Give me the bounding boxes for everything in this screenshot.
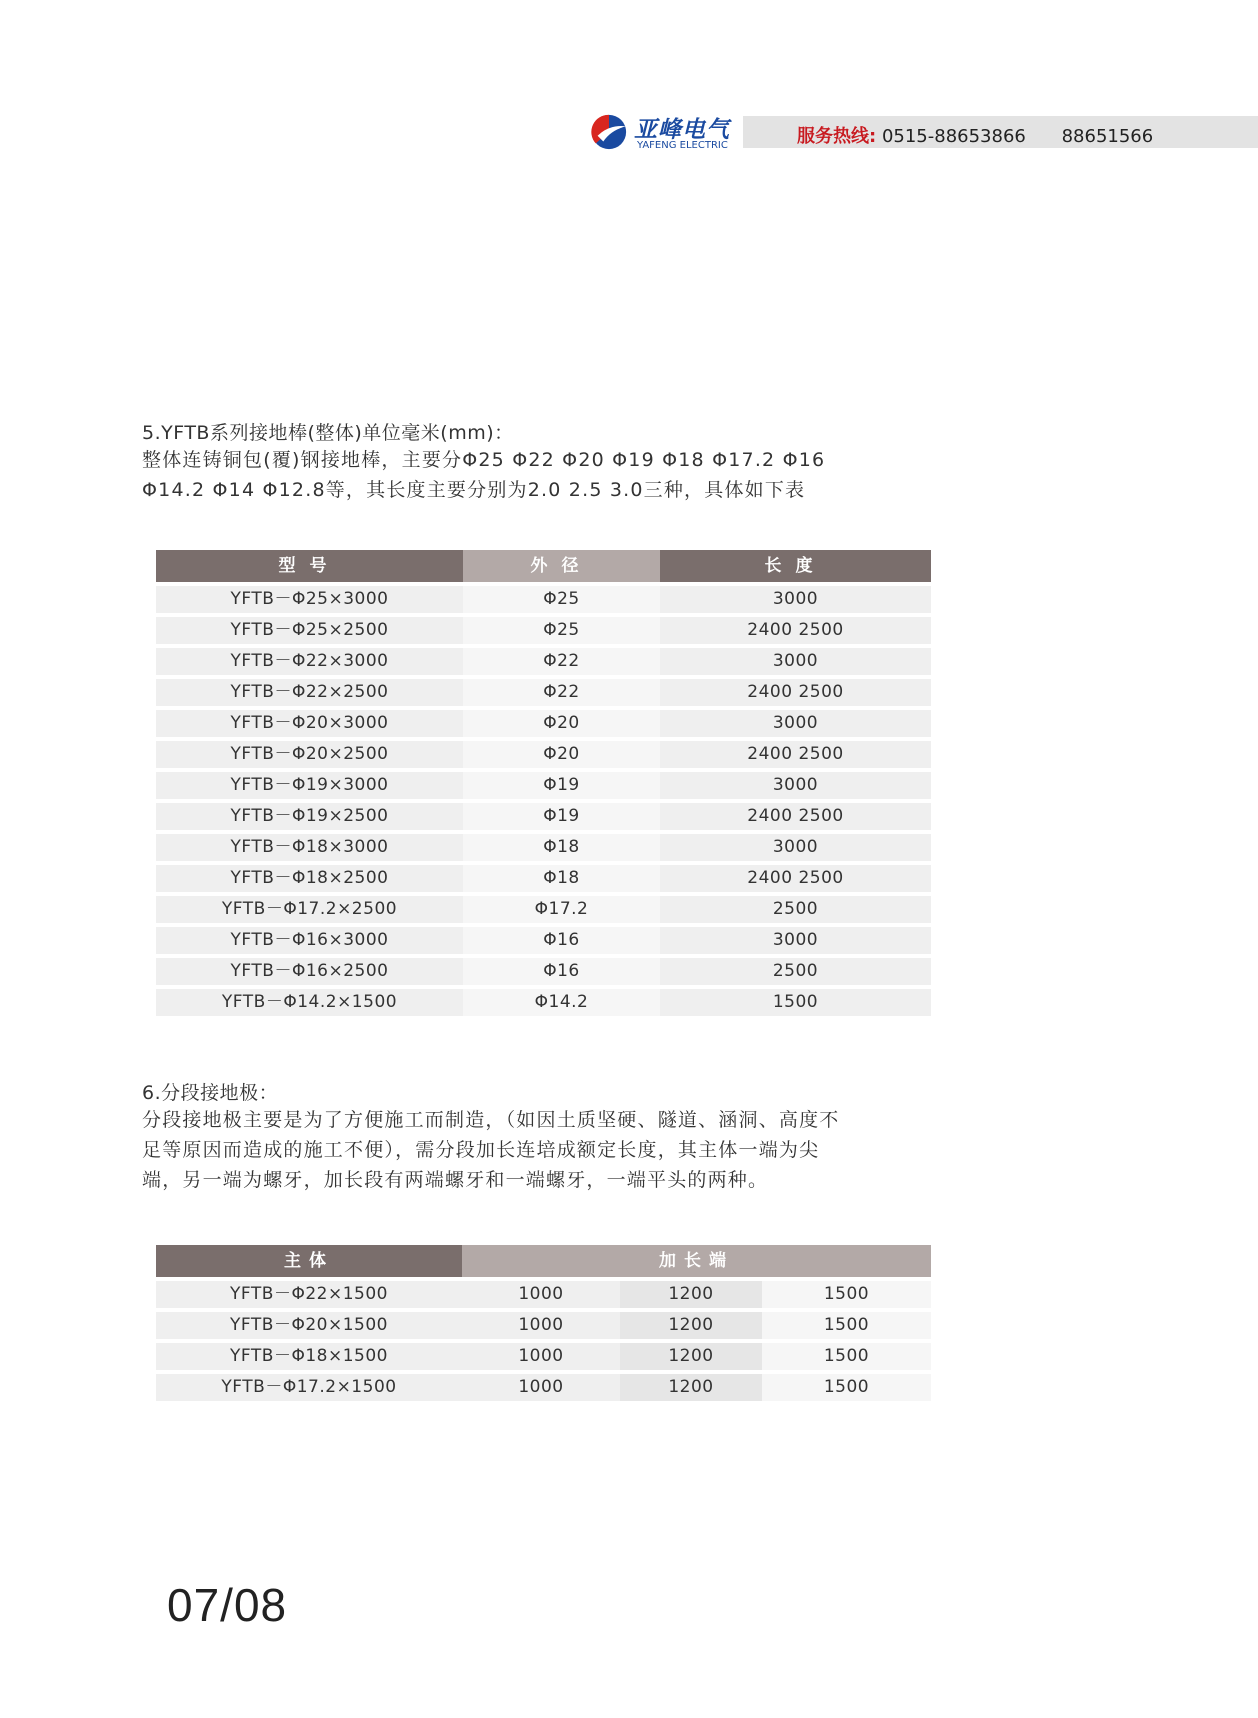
cell-model: YFTB－Φ25×3000 bbox=[156, 586, 463, 613]
cell-length: 2500 bbox=[660, 958, 931, 985]
cell-model: YFTB－Φ16×2500 bbox=[156, 958, 463, 985]
cell-extension-3: 1500 bbox=[762, 1281, 931, 1308]
cell-diameter: Φ25 bbox=[463, 617, 660, 644]
table-row bbox=[156, 710, 931, 737]
header-length: 长度 bbox=[660, 550, 931, 582]
hotline-label: 服务热线: bbox=[797, 126, 877, 147]
table-row bbox=[156, 586, 931, 613]
cell-extension-3: 1500 bbox=[762, 1312, 931, 1339]
section-6-line-2: 足等原因而造成的施工不便），需分段加长连培成额定长度，其主体一端为尖 bbox=[142, 1139, 820, 1161]
cell-length: 3000 bbox=[660, 772, 931, 799]
cell-length: 2400 2500 bbox=[660, 741, 931, 768]
section-6-line-3: 端，另一端为螺牙，加长段有两端螺牙和一端螺牙，一端平头的两种。 bbox=[142, 1169, 769, 1191]
table-row bbox=[156, 927, 931, 954]
cell-length: 2400 2500 bbox=[660, 803, 931, 830]
cell-model: YFTB－Φ22×2500 bbox=[156, 679, 463, 706]
section-6-paragraph bbox=[142, 1105, 840, 1195]
cell-extension-3: 1500 bbox=[762, 1343, 931, 1370]
hotline-number-2: 88651566 bbox=[1061, 126, 1154, 147]
table-row bbox=[156, 617, 931, 644]
cell-length: 3000 bbox=[660, 927, 931, 954]
cell-length: 2400 2500 bbox=[660, 617, 931, 644]
cell-length: 3000 bbox=[660, 648, 931, 675]
cell-length: 3000 bbox=[660, 586, 931, 613]
cell-model: YFTB－Φ25×2500 bbox=[156, 617, 463, 644]
table-row bbox=[156, 958, 931, 985]
grounding-rod-table bbox=[156, 550, 931, 1016]
cell-length: 3000 bbox=[660, 834, 931, 861]
cell-extension-1: 1000 bbox=[462, 1374, 620, 1401]
section-5-line-1: 整体连铸铜包(覆)钢接地棒，主要分Φ25 Φ22 Φ20 Φ19 Φ18 Φ17.2 Φ16 bbox=[142, 449, 826, 471]
cell-extension-3: 1500 bbox=[762, 1374, 931, 1401]
cell-model: YFTB－Φ19×2500 bbox=[156, 803, 463, 830]
header-diameter: 外径 bbox=[463, 550, 660, 582]
cell-diameter: Φ14.2 bbox=[463, 989, 660, 1016]
cell-main-body: YFTB－Φ22×1500 bbox=[156, 1281, 462, 1308]
header-extension: 加长端 bbox=[462, 1245, 931, 1277]
table-row bbox=[156, 1374, 931, 1401]
cell-length: 2400 2500 bbox=[660, 679, 931, 706]
table-row bbox=[156, 803, 931, 830]
cell-diameter: Φ22 bbox=[463, 648, 660, 675]
cell-extension-2: 1200 bbox=[620, 1281, 762, 1308]
brand-name-en: YAFENG ELECTRIC bbox=[637, 140, 728, 151]
table-row bbox=[156, 1312, 931, 1339]
cell-extension-1: 1000 bbox=[462, 1343, 620, 1370]
cell-diameter: Φ18 bbox=[463, 834, 660, 861]
cell-model: YFTB－Φ18×2500 bbox=[156, 865, 463, 892]
cell-model: YFTB－Φ20×3000 bbox=[156, 710, 463, 737]
brand-name-cn: 亚峰电气 bbox=[634, 117, 730, 143]
table-row bbox=[156, 834, 931, 861]
cell-model: YFTB－Φ20×2500 bbox=[156, 741, 463, 768]
cell-model: YFTB－Φ17.2×2500 bbox=[156, 896, 463, 923]
table-row bbox=[156, 741, 931, 768]
table-header bbox=[156, 550, 931, 582]
table-row bbox=[156, 679, 931, 706]
cell-diameter: Φ19 bbox=[463, 803, 660, 830]
cell-model: YFTB－Φ16×3000 bbox=[156, 927, 463, 954]
cell-main-body: YFTB－Φ20×1500 bbox=[156, 1312, 462, 1339]
cell-model: YFTB－Φ22×3000 bbox=[156, 648, 463, 675]
cell-extension-2: 1200 bbox=[620, 1343, 762, 1370]
table-row bbox=[156, 772, 931, 799]
brand-logo bbox=[590, 111, 750, 155]
cell-extension-1: 1000 bbox=[462, 1312, 620, 1339]
table-body bbox=[156, 586, 931, 1016]
cell-diameter: Φ16 bbox=[463, 958, 660, 985]
cell-diameter: Φ20 bbox=[463, 710, 660, 737]
cell-main-body: YFTB－Φ17.2×1500 bbox=[156, 1374, 462, 1401]
section-5-paragraph bbox=[142, 445, 825, 505]
cell-main-body: YFTB－Φ18×1500 bbox=[156, 1343, 462, 1370]
cell-diameter: Φ22 bbox=[463, 679, 660, 706]
section-5-title: 5.YFTB系列接地棒(整体)单位毫米(mm)： bbox=[142, 422, 514, 444]
cell-extension-2: 1200 bbox=[620, 1312, 762, 1339]
section-6-title: 6.分段接地极： bbox=[142, 1082, 279, 1104]
header-model: 型号 bbox=[156, 550, 463, 582]
table-header bbox=[156, 1245, 931, 1277]
table-row bbox=[156, 896, 931, 923]
cell-model: YFTB－Φ18×3000 bbox=[156, 834, 463, 861]
table-row bbox=[156, 989, 931, 1016]
cell-extension-1: 1000 bbox=[462, 1281, 620, 1308]
cell-model: YFTB－Φ19×3000 bbox=[156, 772, 463, 799]
hotline-number-1: 0515-88653866 bbox=[881, 126, 1026, 147]
cell-diameter: Φ20 bbox=[463, 741, 660, 768]
table-row bbox=[156, 1343, 931, 1370]
cell-diameter: Φ17.2 bbox=[463, 896, 660, 923]
cell-length: 2400 2500 bbox=[660, 865, 931, 892]
service-hotline bbox=[797, 122, 1153, 148]
segmented-electrode-table bbox=[156, 1245, 931, 1401]
cell-diameter: Φ16 bbox=[463, 927, 660, 954]
cell-model: YFTB－Φ14.2×1500 bbox=[156, 989, 463, 1016]
table-row bbox=[156, 865, 931, 892]
section-5-line-2: Φ14.2 Φ14 Φ12.8等，其长度主要分别为2.0 2.5 3.0三种，具体如下表 bbox=[142, 479, 806, 501]
cell-length: 2500 bbox=[660, 896, 931, 923]
section-6-line-1: 分段接地极主要是为了方便施工而制造，（如因土质坚硬、隧道、涵洞、高度不 bbox=[142, 1109, 840, 1131]
page-number: 07/08 bbox=[167, 1579, 288, 1631]
cell-length: 1500 bbox=[660, 989, 931, 1016]
cell-diameter: Φ25 bbox=[463, 586, 660, 613]
yafeng-logo-icon bbox=[590, 113, 628, 151]
cell-diameter: Φ18 bbox=[463, 865, 660, 892]
cell-diameter: Φ19 bbox=[463, 772, 660, 799]
table-row bbox=[156, 648, 931, 675]
table-row bbox=[156, 1281, 931, 1308]
table-body bbox=[156, 1281, 931, 1401]
header-main-body: 主体 bbox=[156, 1245, 462, 1277]
cell-length: 3000 bbox=[660, 710, 931, 737]
cell-extension-2: 1200 bbox=[620, 1374, 762, 1401]
